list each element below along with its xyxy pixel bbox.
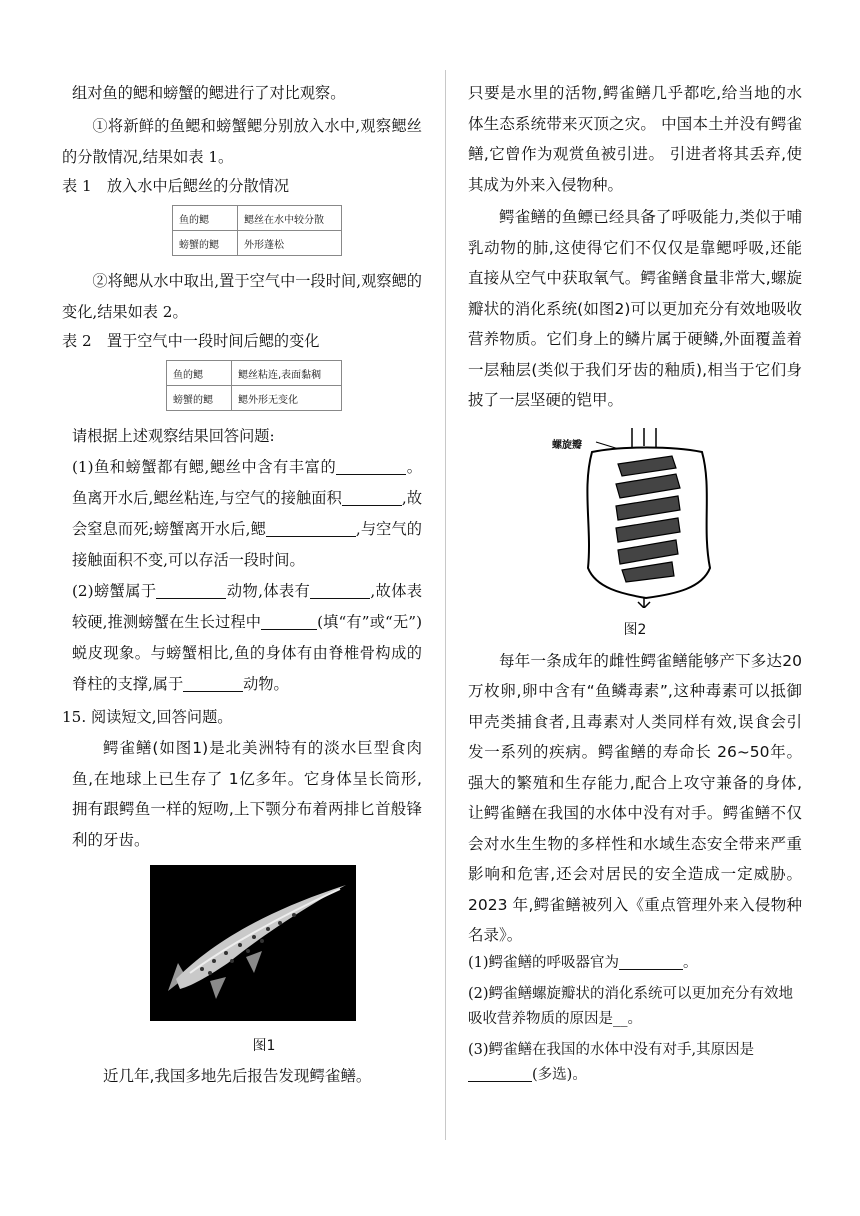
table-row — [173, 206, 342, 231]
q1-text-a: (1)鳄雀鳝的呼吸器官为 — [468, 954, 620, 971]
table-row — [173, 231, 342, 256]
step-1-text: ①将新鲜的鱼鳃和螃蟹鳃分别放入水中,观察鳃丝的分散情况,结果如表 1。 — [62, 117, 422, 166]
table-cell: 螃蟹的鳃 — [173, 231, 238, 256]
q2-text-d: (填“有”或“无”)蜕皮现象。与螃蟹相比,鱼的身体有由脊椎骨构成的脊柱的支撑,属于 — [72, 613, 422, 693]
figure-2 — [552, 428, 742, 608]
answer-blank[interactable] — [261, 628, 317, 630]
digestive-system-diagram — [552, 428, 742, 608]
table-1 — [172, 205, 342, 256]
table-cell: 鱼的鳃 — [173, 206, 238, 231]
q2-text-e: 动物。 — [243, 675, 289, 693]
right-question-1 — [468, 951, 802, 976]
table-cell: 鳃丝在水中较分散 — [238, 206, 342, 231]
answer-blank[interactable] — [310, 597, 370, 599]
q3-text-a: (3)鳄雀鳝在我国的水体中没有对手,其原因是 — [468, 1041, 755, 1058]
table-cell: 外形蓬松 — [238, 231, 342, 256]
intro-text: 组对鱼的鳃和螃蟹的鳃进行了对比观察。 — [72, 84, 346, 102]
answer-blank[interactable] — [183, 690, 243, 692]
table-2 — [166, 360, 342, 411]
table-cell: 鳃丝粘连,表面黏稠 — [232, 361, 342, 386]
question-1 — [72, 452, 422, 576]
spiral-valve-annotation: 螺旋瓣 — [552, 439, 582, 451]
paragraph-2-start: 近几年,我国多地先后报告发现鳄雀鳝。 — [103, 1067, 372, 1085]
q2-text-c: ,故体表较硬,推测螃蟹在生长过程中 — [72, 582, 423, 631]
answer-blank[interactable] — [156, 597, 226, 599]
answer-blank[interactable] — [468, 1080, 532, 1082]
table-row — [167, 361, 342, 386]
right-column — [468, 78, 802, 1088]
right-question-2: (2)鳄雀鳝螺旋瓣状的消化系统可以更加充分有效地吸收营养物质的原因是__。 — [468, 985, 794, 1027]
step-2-text: ②将鳃从水中取出,置于空气中一段时间,观察鳃的变化,结果如表 2。 — [62, 272, 422, 321]
figure-1-caption: 图1 — [252, 1038, 276, 1054]
paragraph-4: 每年一条成年的雌性鳄雀鳝能够产下多达20万枚卵,卵中含有“鱼鳞毒素”,这种毒素可以抵御甲壳类捕食者,且毒素对人类同样有效,误食会引发一系列的疾病。鳄雀鳝的寿命长 26~50年。强大的繁殖和生存能力,配合上攻守兼备的身体,让鳄雀鳝在我国的水体中没有对手。鳄雀鳝不仅会对水生生物的多样性和水域生态安全带来严重影响和危害,还会对居民的安全造成一定威胁。2023 年,鳄雀鳝被列入《重点管理外来入侵物种名录》。 — [468, 651, 802, 944]
column-divider — [445, 70, 446, 1140]
paragraph-2-continued: 只要是水里的活物,鳄雀鳝几乎都吃,给当地的水体生态系统带来灭顶之灾。 中国本土并没有鳄雀鳝,它曾作为观赏鱼被引进。 引进者将其丢弃,使其成为外来入侵物种。 — [468, 84, 802, 194]
question-15-heading: 15. 阅读短文,回答问题。 — [62, 708, 233, 726]
table-1-caption: 表 1 放入水中后鳃丝的分散情况 — [62, 177, 290, 195]
answer-blank[interactable] — [342, 504, 402, 506]
table-2-caption: 表 2 置于空气中一段时间后鳃的变化 — [62, 332, 320, 350]
q2-text-a: (2)螃蟹属于 — [72, 582, 157, 600]
table-cell: 螃蟹的鳃 — [167, 386, 232, 411]
left-column — [62, 78, 422, 1092]
figure-2-caption: 图2 — [623, 621, 647, 638]
q2-text-b: 动物,体表有 — [226, 582, 311, 600]
q1-text-a: (1)鱼和螃蟹都有鳃,鳃丝中含有丰富的 — [72, 458, 337, 476]
answer-blank[interactable] — [266, 535, 356, 537]
table-cell: 鱼的鳃 — [167, 361, 232, 386]
fish-image — [150, 865, 356, 1021]
q3-text-b: (多选)。 — [532, 1066, 587, 1083]
paragraph-3: 鳄雀鳝的鱼鳔已经具备了呼吸能力,类似于哺乳动物的肺,这使得它们不仅仅是靠鳃呼吸,还能直接从空气中获取氧气。鳄雀鳝食量非常大,螺旋瓣状的消化系统(如图2)可以更加充分有效地吸收营养物质。它们身上的鳞片属于硬鳞,外面覆盖着一层釉层(类似于我们牙齿的釉质),相当于它们身披了一层坚硬的铠甲。 — [468, 208, 802, 409]
prompt-text: 请根据上述观察结果回答问题: — [72, 427, 275, 445]
paragraph-1: 鳄雀鳝(如图1)是北美洲特有的淡水巨型食肉鱼,在地球上已生存了 1亿多年。它身体呈长筒形,拥有跟鳄鱼一样的短吻,上下颚分布着两排匕首般锋利的牙齿。 — [72, 739, 422, 849]
q1-text-d: ,与空气的接触面积不变,可以存活一段时间。 — [72, 520, 422, 569]
question-2 — [72, 576, 422, 700]
table-cell: 鳃外形无变化 — [232, 386, 342, 411]
q1-text-b: 。鱼离开水后,鳃丝粘连,与空气的接触面积 — [72, 458, 422, 507]
figure-1 — [150, 865, 356, 1021]
answer-blank[interactable] — [619, 968, 683, 970]
answer-blank[interactable] — [336, 473, 406, 475]
table-row — [167, 386, 342, 411]
q1-text-c: ,故会窒息而死;螃蟹离开水后,鳃 — [72, 489, 423, 538]
q1-text-b: 。 — [683, 954, 698, 971]
right-question-3 — [468, 1038, 802, 1088]
